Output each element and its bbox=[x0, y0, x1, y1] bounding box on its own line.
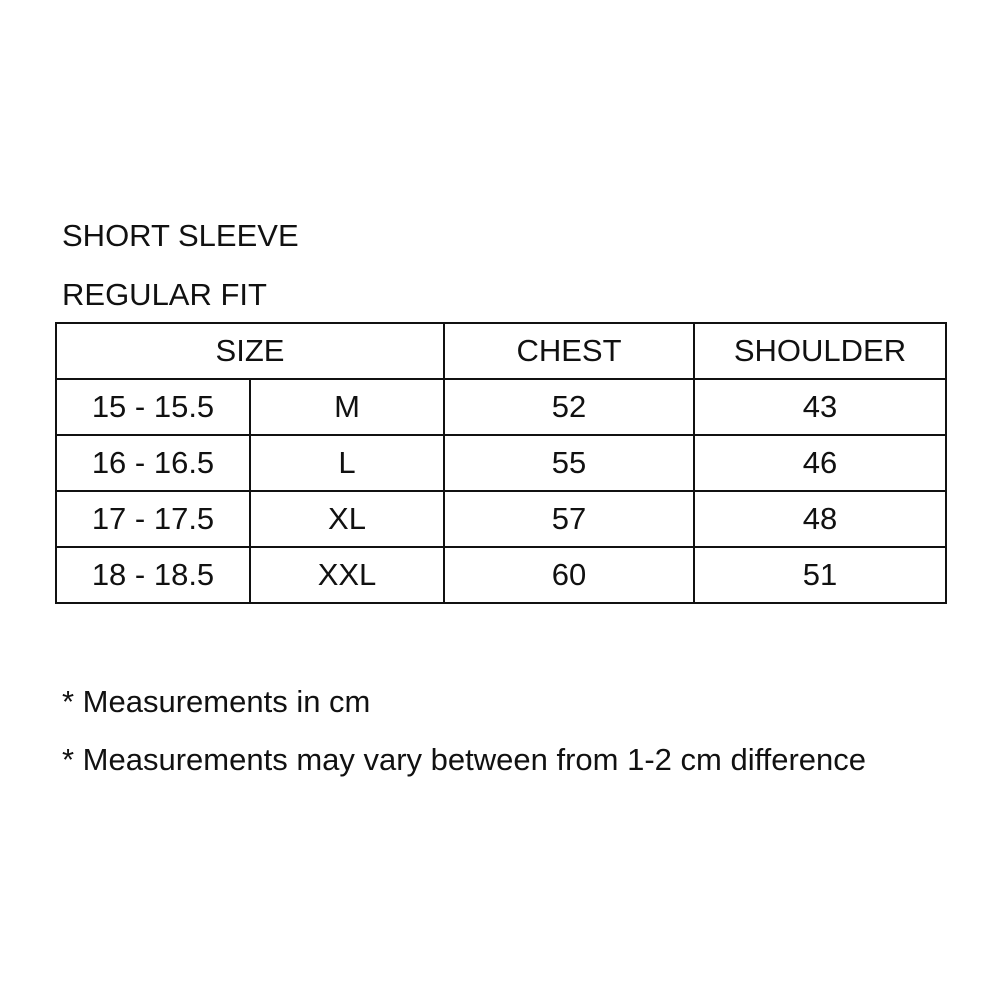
table-row bbox=[56, 491, 946, 547]
header-size: SIZE bbox=[56, 323, 444, 379]
cell-shoulder: 46 bbox=[694, 435, 946, 491]
table-row bbox=[56, 547, 946, 603]
cell-collar: 17 - 17.5 bbox=[56, 491, 250, 547]
cell-collar: 15 - 15.5 bbox=[56, 379, 250, 435]
size-chart-table bbox=[55, 322, 947, 604]
cell-collar: 16 - 16.5 bbox=[56, 435, 250, 491]
cell-size: L bbox=[250, 435, 444, 491]
table-row bbox=[56, 379, 946, 435]
cell-collar: 18 - 18.5 bbox=[56, 547, 250, 603]
cell-chest: 57 bbox=[444, 491, 694, 547]
header-shoulder: SHOULDER bbox=[694, 323, 946, 379]
cell-shoulder: 43 bbox=[694, 379, 946, 435]
note-units: * Measurements in cm bbox=[62, 684, 371, 719]
cell-size: XL bbox=[250, 491, 444, 547]
table-row bbox=[56, 435, 946, 491]
cell-shoulder: 51 bbox=[694, 547, 946, 603]
chart-title-fit: REGULAR FIT bbox=[62, 277, 267, 312]
cell-chest: 55 bbox=[444, 435, 694, 491]
cell-shoulder: 48 bbox=[694, 491, 946, 547]
note-variance: * Measurements may vary between from 1-2 cm difference bbox=[62, 742, 867, 777]
cell-chest: 52 bbox=[444, 379, 694, 435]
cell-size: M bbox=[250, 379, 444, 435]
table-header-row bbox=[56, 323, 946, 379]
header-chest: CHEST bbox=[444, 323, 694, 379]
chart-title-sleeve: SHORT SLEEVE bbox=[62, 218, 299, 253]
cell-chest: 60 bbox=[444, 547, 694, 603]
cell-size: XXL bbox=[250, 547, 444, 603]
